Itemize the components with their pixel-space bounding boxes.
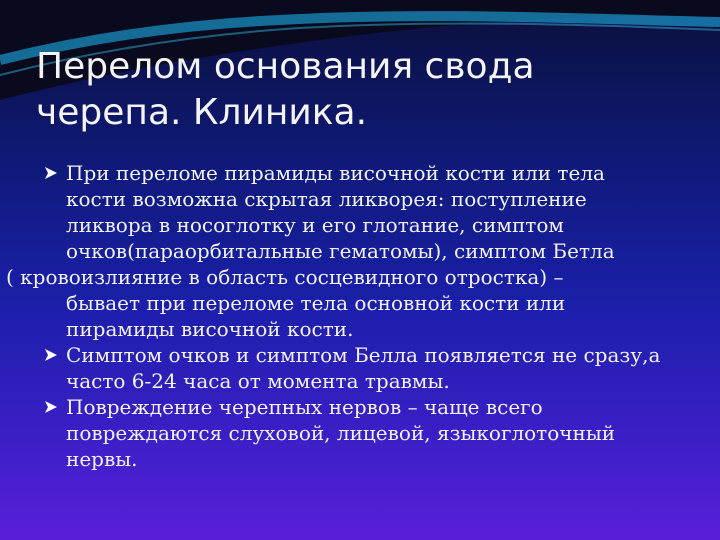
bullet-item	[44, 160, 694, 264]
text-line: При переломе пирамиды височной кости или тела	[66, 161, 605, 185]
continuation-paragraph	[6, 264, 694, 342]
text-line: очков(параорбитальные гематомы), симптом Бетла	[66, 239, 615, 263]
slide-body	[6, 160, 694, 472]
text-line: пирамиды височной кости.	[66, 317, 354, 341]
text-line: повреждаются слуховой, лицевой, языкоглоточный	[66, 421, 616, 445]
arrowhead-bullet-icon	[44, 400, 58, 414]
text-line: ( кровоизлияние в область сосцевидного отростка) –	[6, 265, 564, 289]
text-line: Повреждение черепных нервов – чаще всего	[66, 395, 543, 419]
arrowhead-bullet-icon	[44, 348, 58, 362]
text-line: часто 6-24 часа от момента травмы.	[66, 369, 450, 393]
bullet-item	[44, 342, 694, 394]
text-line: бывает при переломе тела основной кости или	[66, 291, 566, 315]
text-line: Симптом очков и симптом Белла появляется не сразу,а	[66, 343, 661, 367]
text-line: кости возможна скрытая ликворея: поступление	[66, 187, 587, 211]
text-line: ликвора в носоглотку и его глотание, симптом	[66, 213, 564, 237]
text-line: нервы.	[66, 447, 138, 471]
arrowhead-bullet-icon	[44, 166, 58, 180]
bullet-item	[44, 394, 694, 472]
slide-title: Перелом основания свода черепа. Клиника.	[36, 46, 535, 133]
